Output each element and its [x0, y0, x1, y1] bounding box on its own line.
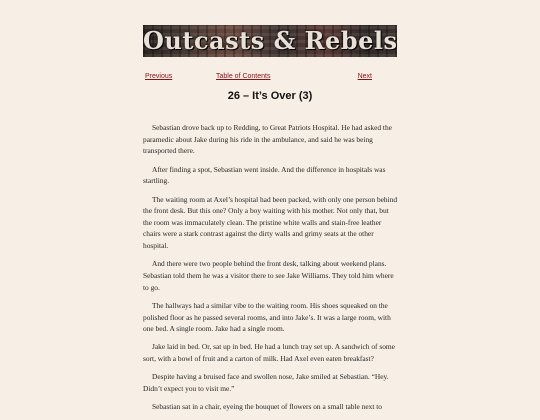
chapter-title: 26 – It’s Over (3) — [227, 90, 313, 102]
table-of-contents-link[interactable]: Table of Contents — [216, 73, 271, 80]
next-link[interactable]: Next — [357, 73, 372, 80]
previous-link[interactable]: Previous — [145, 73, 173, 80]
chapter-nav — [145, 73, 397, 85]
chapter-body — [143, 122, 399, 420]
paragraph: The hallways had a similar vibe to the waiting room. His shoes squeaked on the polished floor as he passed several rooms, and into Jake’s. It was a large room, with one bed. A single room. Jake had a single room. — [143, 300, 391, 334]
paragraph: After finding a spot, Sebastian went inside. And the difference in hospitals was startling. — [143, 164, 386, 186]
site-logo-title: Outcasts & Rebels — [143, 26, 397, 55]
paragraph: Sebastian drove back up to Redding, to Great Patriots Hospital. He had asked the paramedic about Jake during his ride in the ambulance, and said he was being transported there. — [143, 123, 392, 156]
site-banner[interactable] — [143, 25, 397, 57]
paragraph: Despite having a bruised face and swollen nose, Jake smiled at Sebastian. “Hey. Didn’t expect you to visit me.” — [143, 372, 389, 394]
paragraph: Jake laid in bed. Or, sat up in bed. He had a lunch tray set up. A sandwich of some sort, with a bowl of fruit and a carton of milk. Had Axel even eaten breakfast? — [143, 342, 395, 364]
paragraph: The waiting room at Axel’s hospital had been packed, with only one person behind the front desk. But this one? Only a boy waiting with his mother. Not only that, but the room was immaculately clean. The pristine white walls and stain-free leather chairs were a stark contrast against the dirty walls and grimy seats at the other hospital. — [143, 194, 398, 250]
paragraph: And there were two people behind the front desk, talking about weekend plans. Sebastian told them he was a visitor there to see Jake Williams. They told him where to go. — [143, 259, 394, 292]
paragraph: Sebastian sat in a chair, eyeing the bouquet of flowers on a small table next to — [152, 402, 382, 412]
